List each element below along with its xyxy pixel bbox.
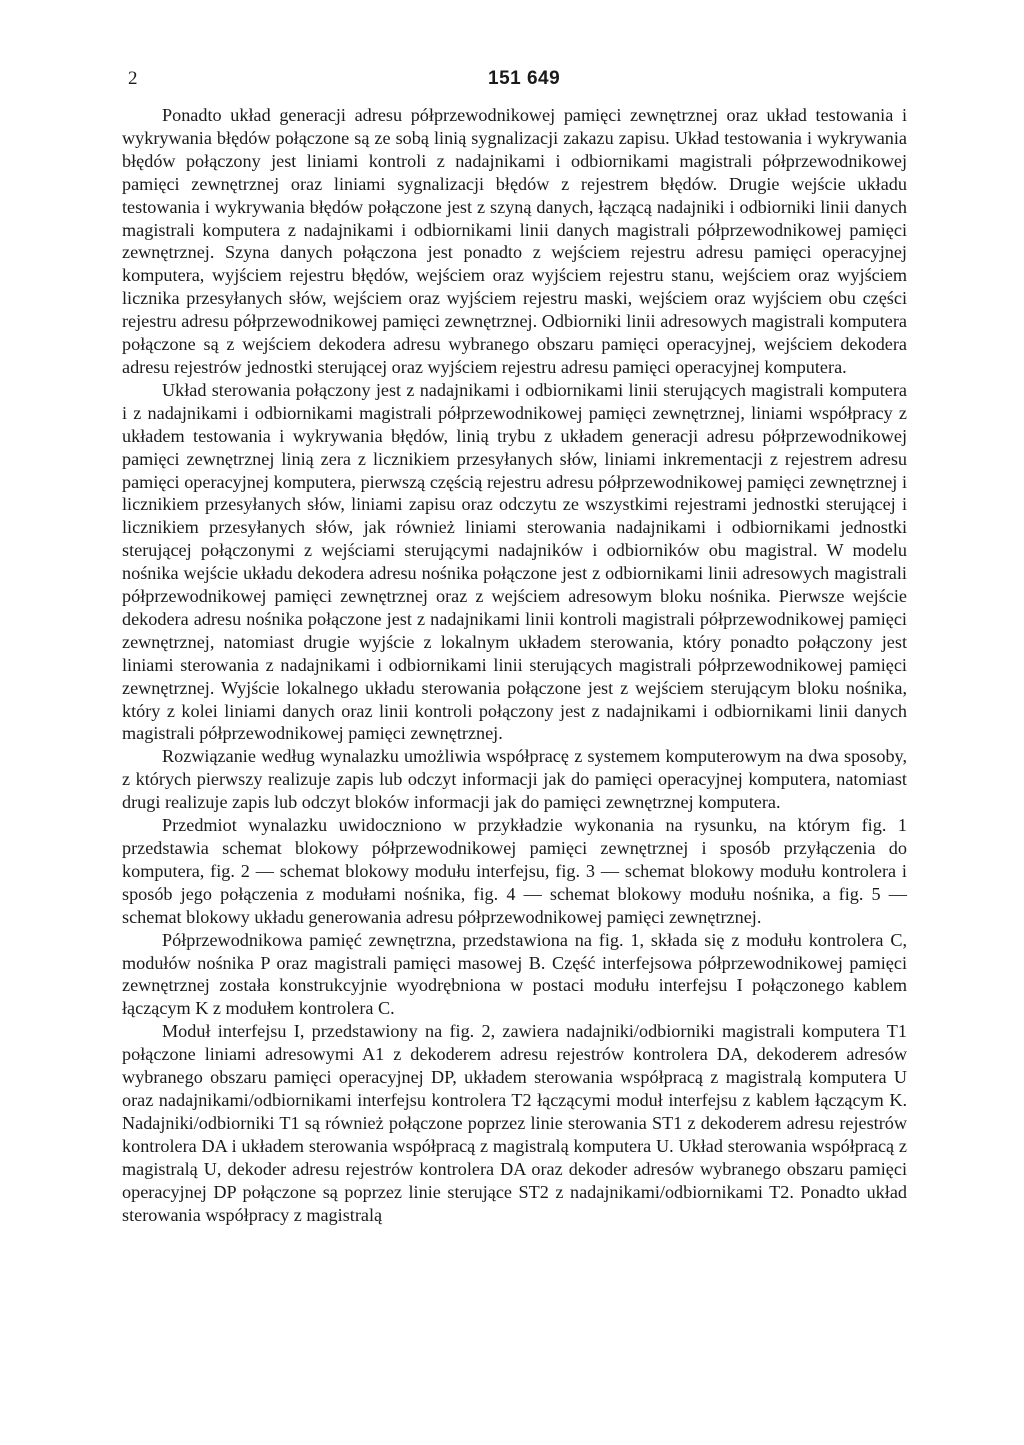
paragraph-1: Ponadto układ generacji adresu półprzewodnikowej pamięci zewnętrznej oraz układ testowania i wykrywania błędów połączone są ze sobą linią sygnalizacji zakazu zapisu. Układ testowania i wykrywania błędów połączony jest liniami kontroli z nadajnikami i odbiornikami magistrali półprzewodnikowej pamięci zewnętrznej oraz liniami sygnalizacji błędów z rejestrem błędów. Drugie wejście układu testowania i wykrywania błędów połączone jest z szyną danych, łączącą nadajniki i odbiorniki linii danych magistrali komputera z nadajnikami i odbiornikami linii danych magistrali półprzewodnikowej pamięci zewnętrznej. Szyna danych połączona jest ponadto z wejściem rejestru adresu pamięci operacyjnej komputera, wyjściem rejestru błędów, wejściem oraz wyjściem rejestru stanu, wejściem oraz wyjściem licznika przesyłanych słów, wejściem oraz wyjściem rejestru maski, wejściem oraz wyjściem obu części rejestru adresu półprzewodnikowej pamięci zewnętrznej. Odbiorniki linii adresowych magistrali komputera połączone są z wejściem dekodera adresu wybranego obszaru pamięci operacyjnej, wejściem dekodera adresu rejestrów jednostki sterującej oraz wyjściem rejestru adresu pamięci operacyjnej komputera.	[122, 105, 907, 377]
document-body	[122, 104, 907, 1226]
paragraph-3: Rozwiązanie według wynalazku umożliwia współpracę z systemem komputerowym na dwa sposoby, z których pierwszy realizuje zapis lub odczyt informacji jak do pamięci operacyjnej komputera, natomiast drugi realizuje zapis lub odczyt bloków informacji jak do pamięci zewnętrznej komputera.	[122, 746, 907, 813]
paragraph-6: Moduł interfejsu I, przedstawiony na fig. 2, zawiera nadajniki/odbiorniki magistrali komputera T1 połączone liniami adresowymi A1 z dekoderem adresu rejestrów kontrolera DA, dekoderem adresów wybranego obszaru pamięci operacyjnej DP, układem sterowania współpracą z magistralą komputera U oraz nadajnikami/odbiornikami interfejsu kontrolera T2 łączącymi moduł interfejsu z kablem łączącym K. Nadajniki/odbiorniki T1 są również połączone poprzez linie sterowania ST1 z dekoderem adresu rejestrów kontrolera DA i układem sterowania współpracą z magistralą komputera U. Układ sterowania współpracą z magistralą U, dekoder adresu rejestrów kontrolera DA oraz dekoder adresów wybranego obszaru pamięci operacyjnej DP połączone są poprzez linie sterujące ST2 z nadajnikami/odbiornikami T2. Ponadto układ sterowania współpracy z magistralą	[122, 1021, 907, 1225]
paragraph-4: Przedmiot wynalazku uwidoczniono w przykładzie wykonania na rysunku, na którym fig. 1 przedstawia schemat blokowy półprzewodnikowej pamięci zewnętrznej i sposób przyłączenia do komputera, fig. 2 — schemat blokowy modułu interfejsu, fig. 3 — schemat blokowy modułu kontrolera i sposób jego połączenia z modułami nośnika, fig. 4 — schemat blokowy modułu nośnika, a fig. 5 — schemat blokowy układu generowania adresu półprzewodnikowej pamięci zewnętrznej.	[122, 815, 907, 927]
page-header	[128, 68, 908, 96]
patent-number: 151 649	[488, 68, 561, 89]
paragraph-2: Układ sterowania połączony jest z nadajnikami i odbiornikami linii sterujących magistrali komputera i z nadajnikami i odbiornikami magistrali półprzewodnikowej pamięci zewnętrznej, liniami współpracy z układem testowania i wykrywania błędów, linią trybu z układem generacji adresu półprzewodnikowej pamięci zewnętrznej linią zera z licznikiem przesyłanych słów, liniami inkrementacji z rejestrem adresu pamięci operacyjnej komputera, pierwszą częścią rejestru adresu półprzewodnikowej pamięci zewnętrznej i licznikiem przesyłanych słów, liniami zapisu oraz odczytu ze wszystkimi rejestrami jednostki sterującej i licznikiem przesyłanych słów, jak również liniami sterowania nadajnikami i odbiornikami jednostki sterującej połączonymi z wejściami sterującymi nadajników i odbiorników obu magistral. W modelu nośnika wejście układu dekodera adresu nośnika połączone jest z odbiornikami linii adresowych magistrali półprzewodnikowej pamięci zewnętrznej oraz z wejściem adresowym bloku nośnika. Pierwsze wejście dekodera adresu nośnika połączone jest z nadajnikami linii kontroli magistrali półprzewodnikowej pamięci zewnętrznej, natomiast drugie wyjście z lokalnym układem sterowania, który ponadto połączony jest liniami sterowania z nadajnikami i odbiornikami linii sterujących magistrali półprzewodnikowej pamięci zewnętrznej. Wyjście lokalnego układu sterowania połączone jest z wejściem sterującym bloku nośnika, który z kolei liniami danych oraz linii kontroli połączony jest z nadajnikami i odbiornikami linii danych magistrali półprzewodnikowej pamięci zewnętrznej.	[122, 379, 907, 744]
page-number: 2	[128, 68, 138, 89]
paragraph-5: Półprzewodnikowa pamięć zewnętrzna, przedstawiona na fig. 1, składa się z modułu kontrolera C, modułów nośnika P oraz magistrali pamięci masowej B. Część interfejsowa półprzewodnikowej pamięci zewnętrznej została konstrukcyjnie wyodrębniona w postaci modułu interfejsu I połączonego kablem łączącym K z modułem kontrolera C.	[122, 929, 907, 1019]
